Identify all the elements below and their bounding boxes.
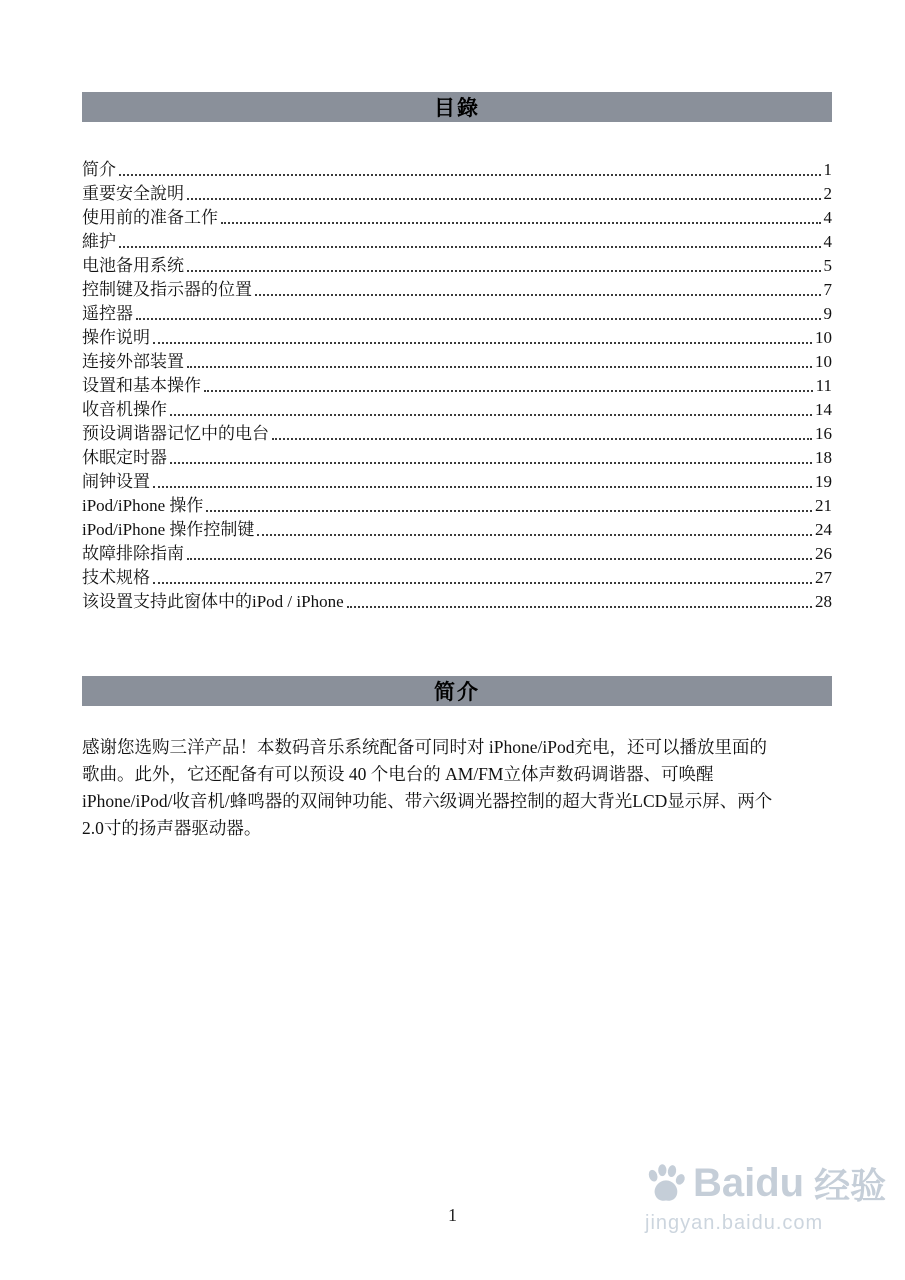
toc-entry-row [82, 325, 832, 349]
toc-entry-row [82, 205, 832, 229]
toc-entry-page: 4 [823, 208, 832, 227]
toc-entry-page: 28 [815, 592, 832, 611]
toc-section-header [82, 92, 832, 122]
toc-entry-page: 21 [815, 496, 832, 515]
toc-entry-page: 5 [823, 256, 832, 275]
toc-section-title: 目錄 [434, 96, 480, 120]
toc-entry-title: 收音机操作 [82, 400, 167, 419]
toc-entry-page: 27 [815, 568, 832, 587]
toc-entry-row [82, 349, 832, 373]
intro-paragraph [82, 734, 834, 842]
baidu-watermark [643, 1158, 886, 1235]
watermark-brand-text: Baidu [693, 1161, 805, 1205]
toc-leader-dots [119, 246, 821, 248]
intro-section-header [82, 676, 832, 706]
toc-entry-row [82, 397, 832, 421]
baidu-paw-icon [643, 1161, 689, 1207]
toc-leader-dots [347, 606, 812, 608]
intro-line: iPhone/iPod/收音机/蜂鸣器的双闹钟功能、带六级调光器控制的超大背光LCD显示屏、两个 [82, 791, 773, 811]
toc-entry-title: 电池备用系统 [82, 256, 184, 275]
toc-entry-page: 10 [815, 328, 832, 347]
toc-entry-title: 闹钟设置 [82, 472, 150, 491]
toc-entry-page: 7 [823, 280, 832, 299]
toc-leader-dots [153, 486, 812, 488]
toc-entry-title: 操作说明 [82, 328, 150, 347]
toc-entry-title: iPod/iPhone 操作 [82, 496, 204, 515]
toc-entry-row [82, 493, 832, 517]
toc-leader-dots [153, 582, 812, 584]
toc-leader-dots [204, 390, 813, 392]
toc-leader-dots [119, 174, 821, 176]
toc-leader-dots [170, 414, 812, 416]
table-of-contents [82, 157, 832, 613]
intro-line: 感谢您选购三洋产品！本数码音乐系统配备可同时对 iPhone/iPod充电，还可以播放里面的 [82, 737, 767, 757]
toc-entry-row [82, 589, 832, 613]
intro-section-title: 简介 [434, 680, 480, 704]
toc-entry-row [82, 229, 832, 253]
toc-leader-dots [136, 318, 821, 320]
toc-entry-title: 遥控器 [82, 304, 133, 323]
toc-entry-page: 18 [815, 448, 832, 467]
toc-entry-title: 使用前的准备工作 [82, 208, 218, 227]
toc-entry-page: 14 [815, 400, 832, 419]
toc-entry-title: 连接外部装置 [82, 352, 184, 371]
toc-entry-row [82, 517, 832, 541]
toc-leader-dots [170, 462, 812, 464]
toc-entry-row [82, 157, 832, 181]
watermark-brand-row [643, 1158, 886, 1209]
page-number: 1 [448, 1205, 457, 1225]
toc-entry-row [82, 277, 832, 301]
toc-entry-row [82, 541, 832, 565]
toc-entry-page: 16 [815, 424, 832, 443]
toc-entry-page: 4 [823, 232, 832, 251]
toc-entry-row [82, 253, 832, 277]
toc-entry-row [82, 301, 832, 325]
toc-leader-dots [221, 222, 821, 224]
toc-leader-dots [187, 198, 821, 200]
toc-entry-page: 19 [815, 472, 832, 491]
toc-entry-title: 技术规格 [82, 568, 150, 587]
toc-entry-page: 11 [815, 376, 832, 395]
toc-entry-row [82, 469, 832, 493]
toc-entry-title: 維护 [82, 232, 116, 251]
toc-entry-title: iPod/iPhone 操作控制键 [82, 520, 255, 539]
toc-entry-page: 10 [815, 352, 832, 371]
toc-leader-dots [257, 534, 812, 536]
toc-entry-page: 9 [823, 304, 832, 323]
toc-entry-title: 简介 [82, 160, 116, 179]
toc-entry-title: 控制键及指示器的位置 [82, 280, 252, 299]
toc-entry-title: 重要安全說明 [82, 184, 184, 203]
toc-leader-dots [187, 366, 812, 368]
toc-leader-dots [255, 294, 821, 296]
toc-leader-dots [187, 270, 821, 272]
toc-entry-page: 1 [823, 160, 832, 179]
watermark-brand-suffix: 经验 [814, 1165, 887, 1206]
toc-entry-row [82, 373, 832, 397]
intro-line: 歌曲。此外，它还配备有可以预设 40 个电台的 AM/FM立体声数码调谐器、可唤醒 [82, 764, 714, 784]
toc-leader-dots [206, 510, 812, 512]
toc-entry-page: 24 [815, 520, 832, 539]
toc-entry-row [82, 445, 832, 469]
watermark-url: jingyan.baidu.com [645, 1212, 824, 1234]
toc-leader-dots [272, 438, 812, 440]
toc-entry-title: 设置和基本操作 [82, 376, 201, 395]
toc-entry-row [82, 181, 832, 205]
toc-entry-row [82, 421, 832, 445]
toc-entry-page: 26 [815, 544, 832, 563]
toc-leader-dots [153, 342, 812, 344]
intro-line: 2.0寸的扬声器驱动器。 [82, 818, 262, 838]
toc-leader-dots [187, 558, 812, 560]
toc-entry-title: 预设调谐器记忆中的电台 [82, 424, 269, 443]
toc-entry-title: 故障排除指南 [82, 544, 184, 563]
toc-entry-title: 休眠定时器 [82, 448, 167, 467]
toc-entry-title: 该设置支持此窗体中的iPod / iPhone [82, 592, 344, 611]
toc-entry-row [82, 565, 832, 589]
toc-entry-page: 2 [823, 184, 832, 203]
